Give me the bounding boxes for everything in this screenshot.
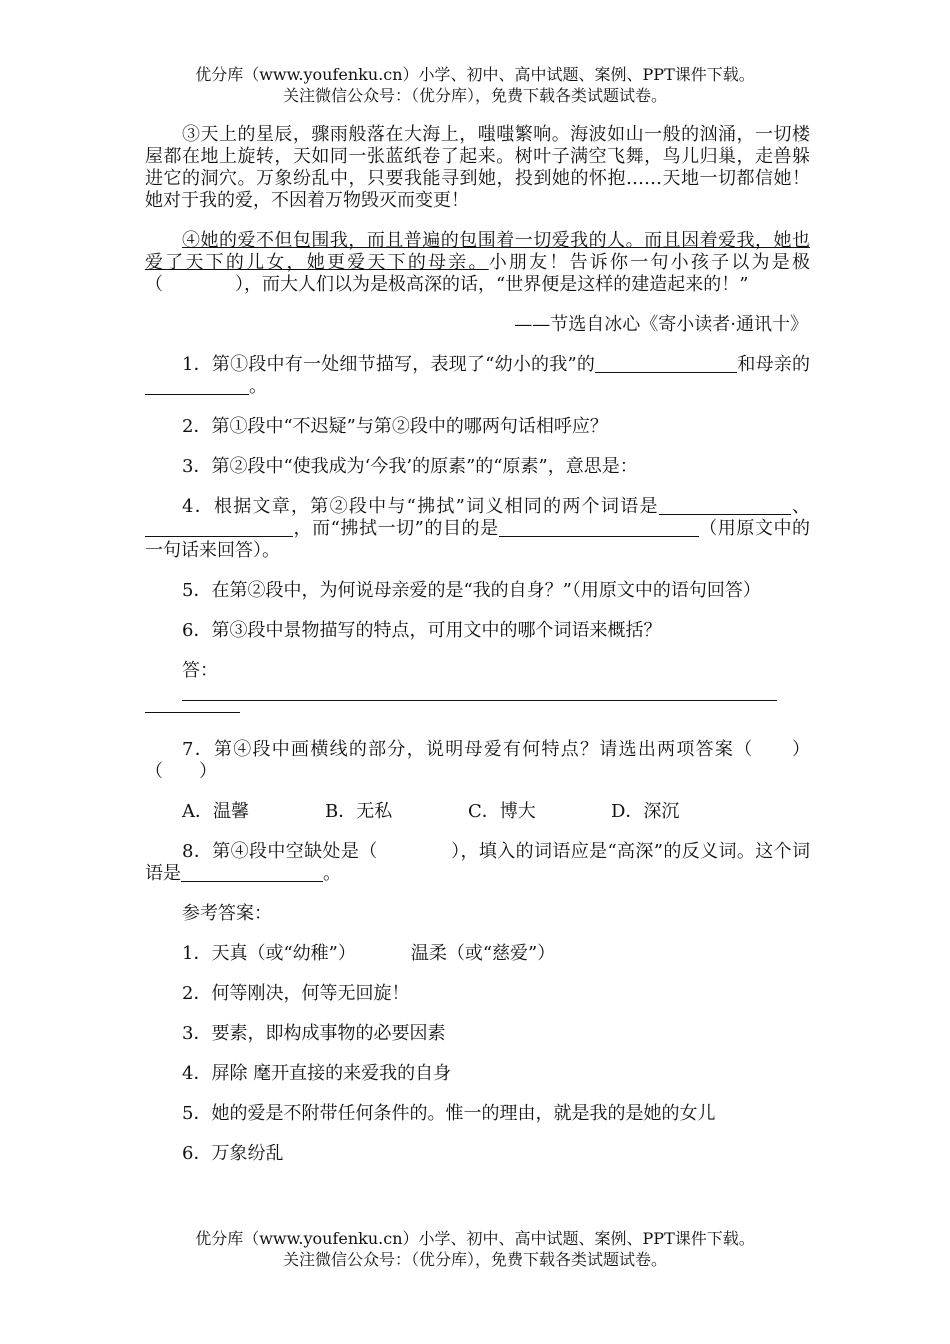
answer-blank[interactable] xyxy=(181,863,323,882)
source-citation: ——节选自冰心《寄小读者·通讯十》 xyxy=(514,314,808,335)
answer-blank[interactable] xyxy=(145,518,293,537)
footer-line-2: 关注微信公众号：（优分库），免费下载各类试题试卷。 xyxy=(282,1250,667,1269)
question-8-text-a: 8．第④段中空缺处是（ ），填入的词语应是“高深”的反义词。这个词语是 xyxy=(145,841,810,884)
answer-blank[interactable] xyxy=(659,496,791,515)
question-4-text-d: （用原文中的一句话来回答）。 xyxy=(145,518,811,561)
footer-line-1: 优分库（www.youfenku.cn）小学、初中、高中试题、案例、PPT课件下载。 xyxy=(195,1229,755,1248)
paragraph-4 xyxy=(145,230,810,296)
question-1-text-c: 。 xyxy=(249,376,267,397)
answer-2: 2．何等刚决，何等无回旋！ xyxy=(182,983,410,1004)
answer-label: 答： xyxy=(182,660,218,681)
answer-line-continued[interactable] xyxy=(145,704,240,713)
question-3: 3．第②段中“使我成为‘今我’的原素”的“原素”，意思是： xyxy=(182,456,638,477)
answer-blank[interactable] xyxy=(145,376,249,395)
question-4 xyxy=(145,496,810,562)
question-1-text-a: 1．第①段中有一处细节描写，表现了“幼小的我”的 xyxy=(182,354,596,375)
answer-blank[interactable] xyxy=(499,518,699,537)
option-d[interactable]: D．深沉 xyxy=(611,801,680,822)
question-8-text-b: 。 xyxy=(323,863,341,884)
document-body xyxy=(145,124,810,1183)
answer-line[interactable] xyxy=(182,682,777,701)
page-footer xyxy=(0,1228,950,1270)
answers-title: 参考答案： xyxy=(182,903,272,924)
option-a[interactable]: A．温馨 xyxy=(182,801,249,822)
answer-blank[interactable] xyxy=(595,354,737,373)
question-7-options xyxy=(145,801,810,823)
question-4-text-c: ，而“拂拭一切”的目的是 xyxy=(293,518,499,539)
question-4-text-b: 、 xyxy=(790,496,810,517)
paragraph-4-rest: 小朋友！告诉你一句小孩子以为是极（ ），而大人们以为是极高深的话，“世界便是这样的建造起来的！” xyxy=(145,252,810,295)
header-line-1: 优分库（www.youfenku.cn）小学、初中、高中试题、案例、PPT课件下载。 xyxy=(195,65,755,84)
answer-6: 6．万象纷乱 xyxy=(182,1143,284,1164)
answer-1-b: 温柔（或“慈爱”） xyxy=(410,943,556,964)
question-4-text-a: 4．根据文章，第②段中与“拂拭”词义相同的两个词语是 xyxy=(182,496,659,517)
question-8 xyxy=(145,841,810,885)
question-1 xyxy=(145,354,810,398)
question-7: 7．第④段中画横线的部分，说明母爱有何特点？请选出两项答案（ ）（ ） xyxy=(145,739,810,782)
answer-1-a: 1．天真（或“幼稚”） xyxy=(182,943,356,964)
answer-5: 5．她的爱是不附带任何条件的。惟一的理由，就是我的是她的女儿 xyxy=(182,1103,716,1124)
answer-1 xyxy=(145,943,810,965)
header-line-2: 关注微信公众号：（优分库），免费下载各类试题试卷。 xyxy=(282,86,667,105)
question-5: 5．在第②段中，为何说母亲爱的是“我的自身？”（用原文中的语句回答） xyxy=(182,580,761,601)
question-1-text-b: 和母亲的 xyxy=(737,354,811,375)
option-b[interactable]: B．无私 xyxy=(325,801,393,822)
option-c[interactable]: C．博大 xyxy=(468,801,536,822)
question-6: 6．第③段中景物描写的特点，可用文中的哪个词语来概括？ xyxy=(182,620,662,641)
question-6-answer xyxy=(145,660,810,704)
answer-3: 3．要素，即构成事物的必要因素 xyxy=(182,1023,446,1044)
paragraph-3: ③天上的星辰，骤雨般落在大海上，嗤嗤繁响。海波如山一般的汹涌，一切楼屋都在地上旋转，天如同一张蓝纸卷了起来。树叶子满空飞舞，鸟儿归巢，走兽躲进它的洞穴。万象纷乱中，只要我能寻到她，投到她的怀抱……天地一切都信她！她对于我的爱，不因着万物毁灭而变更！ xyxy=(145,124,810,211)
answer-4: 4．屏除 麾开直接的来爱我的自身 xyxy=(182,1063,452,1084)
answer-line-continued-wrap xyxy=(145,704,810,713)
underlined-sentence: ④她的爱不但包围我，而且普遍的包围着一切爱我的人。而且因着爱我，她也爱了天下的儿女，她更爱天下的母亲。 xyxy=(145,230,810,273)
page-header xyxy=(0,64,950,106)
question-2: 2．第①段中“不迟疑”与第②段中的哪两句话相呼应？ xyxy=(182,416,608,437)
